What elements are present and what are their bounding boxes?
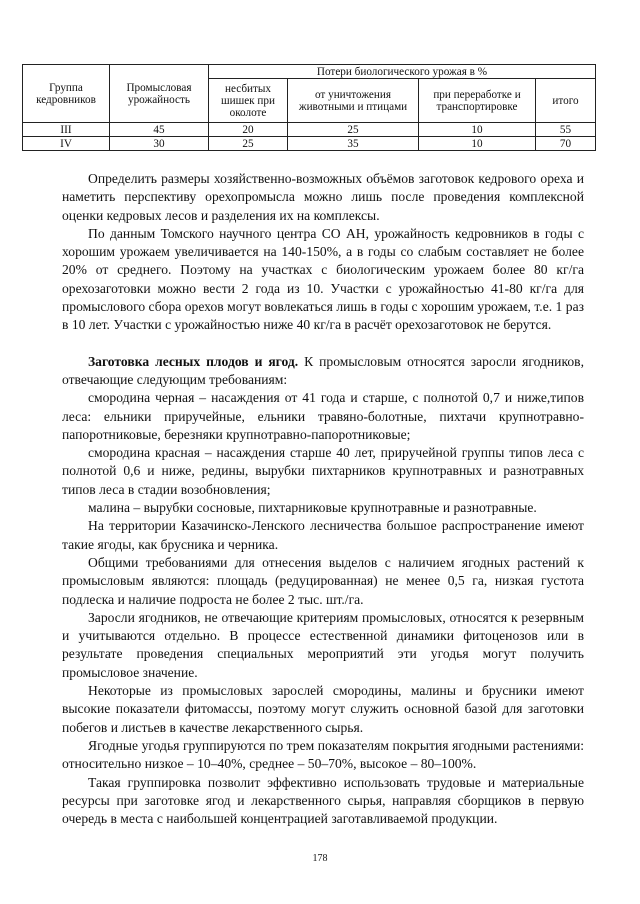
table-cell: 10: [419, 137, 536, 151]
table-cell: 55: [536, 123, 596, 137]
table-row: [23, 123, 596, 137]
table-cell: 35: [288, 137, 419, 151]
header-unshaken-cones: несбитых шишек при околоте: [209, 79, 288, 123]
table-cell: 45: [110, 123, 209, 137]
paragraph: По данным Томского научного центра СО АН, урожайность кедровников в годы с хорошим урожаем увеличивается на 140-150%, а в годы со слабым составляет не более 20% от среднего. Поэтому на участках с биологическим урожаем более 80 кг/га орехозаготовки можно вести 2 года из 10. Участки с урожайностью 41-80 кг/га для промыслового сбора орехов могут вовлекаться лишь в годы с хорошим урожаем, т.е. 1 раз в 10 лет. Участки с урожайностью ниже 40 кг/га в расчёт орехозаготовок не берутся.: [62, 225, 584, 333]
table-cell: 10: [419, 123, 536, 137]
harvest-losses-table: [22, 64, 596, 151]
table-cell: IV: [23, 137, 110, 151]
table-cell: 25: [288, 123, 419, 137]
paragraph: На территории Казачинско-Ленского лесничества большое распространение имеют такие ягоды, как брусника и черника.: [62, 518, 584, 552]
table-cell: III: [23, 123, 110, 137]
paragraph: Ягодные угодья группируются по трем показателям покрытия ягодными растениями: относительно низкое – 10–40%, среднее – 50–70%, высокое – 80–100%.: [62, 737, 584, 772]
paragraph: Некоторые из промысловых зарослей смородины, малины и брусники имеют высокие показатели фитомассы, поэтому могут служить основной базой для заготовки побегов и листьев в качестве лекарственного сырья.: [62, 683, 584, 735]
list-item: малина – вырубки сосновые, пихтарниковые крупнотравные и разнотравные.: [88, 500, 537, 516]
header-animal-losses: от уничтожения животными и птицами: [288, 79, 419, 123]
table-cell: 30: [110, 137, 209, 151]
table-cell: 70: [536, 137, 596, 151]
header-processing-losses: при переработке и транспортировке: [419, 79, 536, 123]
paragraph: Общими требованиями для отнесения выделов с наличием ягодных растений к промысловым являются: площадь (редуцированная) не менее 0,5 га, низкая густота подлеска и наличие подроста не более 2 тыс. шт./га.: [62, 554, 584, 607]
header-losses: Потери биологического урожая в %: [209, 65, 596, 79]
header-yield: Промысловая урожайность: [110, 65, 209, 123]
section-heading: Заготовка лесных плодов и ягод.: [88, 353, 299, 369]
body-text: [62, 170, 584, 828]
paragraph: Такая группировка позволит эффективно использовать трудовые и материальные ресурсы при заготовке ягод и лекарственного сырья, направляя сборщиков в первую очередь в места с наибольшей концентрацией заготавливаемой продукции.: [62, 774, 584, 827]
page-number: 178: [312, 853, 328, 864]
section-paragraph: [62, 353, 584, 390]
table-row: [23, 137, 596, 151]
paragraph: Заросли ягодников, не отвечающие критериям промысловых, относятся к резервным и учитываются отдельно. В процессе естественной динамики фитоценозов или в результате проведения специальных мероприятий эти угодья могут получить промысловое значение.: [62, 609, 584, 680]
table-cell: 25: [209, 137, 288, 151]
section-intro: К промысловым относятся заросли ягодников, отвечающие следующим требованиям:: [62, 353, 584, 387]
list-item: смородина красная – насаждения старше 40 лет, приручейной группы типов леса с полнотой 0,6 и ниже, редины, вырубки пихтарников крупнотравных и разнотравных типов леса в стадии возобновления;: [62, 445, 584, 497]
header-group: Группа кедровников: [23, 65, 110, 123]
table-cell: 20: [209, 123, 288, 137]
header-total: итого: [536, 79, 596, 123]
paragraph: Определить размеры хозяйственно-возможных объёмов заготовок кедрового ореха и наметить перспективу орехопромысла можно лишь после проведения комплексной оценки кедровых лесов и разделения их на комплексы.: [62, 171, 584, 223]
list-item: смородина черная – насаждения от 41 года и старше, с полнотой 0,7 и ниже,типов леса: ельники приручейные, ельники травяно-болотные, пихтачи крупнотравно-папоротниковые, березняки крупнотравно-папоротниковые;: [62, 390, 584, 442]
